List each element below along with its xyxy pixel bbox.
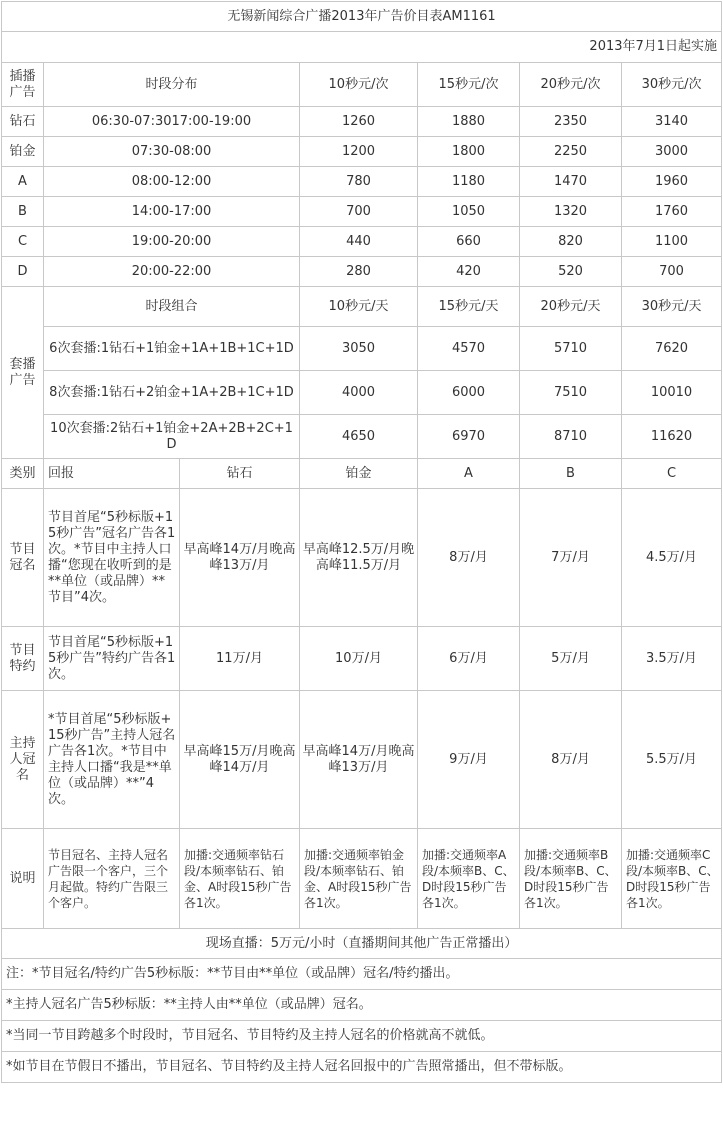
grade-label: B [2, 197, 44, 227]
diamond-price: 早高峰14万/月晚高峰13万/月 [180, 489, 300, 627]
c-header: C [622, 459, 722, 489]
time-slot: 07:30-08:00 [44, 137, 300, 167]
price-cell: 3050 [300, 327, 418, 371]
table-row [2, 489, 722, 627]
grade-label: 钻石 [2, 107, 44, 137]
note-line: *如节目在节假日不播出，节目冠名、节目特约及主持人冠名回报中的广告照常播出，但不带标版。 [2, 1052, 722, 1083]
table-row [2, 371, 722, 415]
price-cell: 660 [418, 227, 520, 257]
reward-text: 节目首尾“5秒标版+15秒广告”特约广告各1次。 [44, 627, 180, 691]
note-line: 注：*节目冠名/特约广告5秒标版：**节目由**单位（或品牌）冠名/特约播出。 [2, 959, 722, 990]
table-row [2, 167, 722, 197]
c-price: 5.5万/月 [622, 691, 722, 829]
table-row [2, 227, 722, 257]
package-combo: 10次套播:2钻石+1铂金+2A+2B+2C+1D [44, 415, 300, 459]
table-row [2, 691, 722, 829]
spot-type-header: 插播广告 [2, 63, 44, 107]
note-line: *当同一节目跨越多个时段时，节目冠名、节目特约及主持人冠名的价格就高不就低。 [2, 1021, 722, 1052]
price-header-10s: 10秒元/次 [300, 63, 418, 107]
reward-header: 回报 [44, 459, 180, 489]
a-header: A [418, 459, 520, 489]
effective-date: 2013年7月1日起实施 [2, 32, 722, 63]
price-cell: 700 [622, 257, 722, 287]
a-price: 9万/月 [418, 691, 520, 829]
c-price: 3.5万/月 [622, 627, 722, 691]
table-row [2, 107, 722, 137]
platinum-note: 加播:交通频率铂金段/本频率钻石、铂金、A时段15秒广告各1次。 [300, 829, 418, 929]
grade-label: A [2, 167, 44, 197]
price-cell: 1800 [418, 137, 520, 167]
price-cell: 7510 [520, 371, 622, 415]
b-price: 5万/月 [520, 627, 622, 691]
price-cell: 4570 [418, 327, 520, 371]
price-cell: 11620 [622, 415, 722, 459]
b-header: B [520, 459, 622, 489]
b-note: 加播:交通频率B段/本频率B、C、D时段15秒广告各1次。 [520, 829, 622, 929]
price-table [1, 1, 722, 1083]
price-cell: 2350 [520, 107, 622, 137]
grade-label: D [2, 257, 44, 287]
time-slot: 14:00-17:00 [44, 197, 300, 227]
time-slot: 19:00-20:00 [44, 227, 300, 257]
price-cell: 440 [300, 227, 418, 257]
b-price: 8万/月 [520, 691, 622, 829]
platinum-price: 早高峰12.5万/月晚高峰11.5万/月 [300, 489, 418, 627]
price-cell: 8710 [520, 415, 622, 459]
price-cell: 520 [520, 257, 622, 287]
price-cell: 780 [300, 167, 418, 197]
category-label: 主持人冠名 [2, 691, 44, 829]
price-header-15s: 15秒元/次 [418, 63, 520, 107]
table-row [2, 257, 722, 287]
price-cell: 1180 [418, 167, 520, 197]
price-cell: 2250 [520, 137, 622, 167]
price-cell: 4000 [300, 371, 418, 415]
grade-label: 铂金 [2, 137, 44, 167]
package-price-header-30s: 30秒元/天 [622, 287, 722, 327]
price-cell: 1960 [622, 167, 722, 197]
table-row [2, 415, 722, 459]
diamond-price: 11万/月 [180, 627, 300, 691]
table-row [2, 627, 722, 691]
price-cell: 280 [300, 257, 418, 287]
a-note: 加播:交通频率A段/本频率B、C、D时段15秒广告各1次。 [418, 829, 520, 929]
time-slot: 06:30-07:3017:00-19:00 [44, 107, 300, 137]
package-combo: 6次套播:1钻石+1铂金+1A+1B+1C+1D [44, 327, 300, 371]
c-price: 4.5万/月 [622, 489, 722, 627]
package-price-header-20s: 20秒元/天 [520, 287, 622, 327]
reward-text: 节目首尾“5秒标版+15秒广告”冠名广告各1次。*节目中主持人口播“您现在收听到的是**单位（或品牌）**节目”4次。 [44, 489, 180, 627]
package-price-header-15s: 15秒元/天 [418, 287, 520, 327]
a-price: 6万/月 [418, 627, 520, 691]
time-distribution-header: 时段分布 [44, 63, 300, 107]
price-cell: 1050 [418, 197, 520, 227]
price-cell: 420 [418, 257, 520, 287]
price-cell: 820 [520, 227, 622, 257]
time-slot: 20:00-22:00 [44, 257, 300, 287]
price-cell: 1320 [520, 197, 622, 227]
price-cell: 5710 [520, 327, 622, 371]
price-cell: 1200 [300, 137, 418, 167]
table-row [2, 137, 722, 167]
platinum-price: 10万/月 [300, 627, 418, 691]
note-line: *主持人冠名广告5秒标版：**主持人由**单位（或品牌）冠名。 [2, 990, 722, 1021]
price-header-20s: 20秒元/次 [520, 63, 622, 107]
c-note: 加播:交通频率C段/本频率B、C、D时段15秒广告各1次。 [622, 829, 722, 929]
category-label: 节目冠名 [2, 489, 44, 627]
price-cell: 1880 [418, 107, 520, 137]
price-cell: 4650 [300, 415, 418, 459]
platinum-price: 早高峰14万/月晚高峰13万/月 [300, 691, 418, 829]
price-cell: 6000 [418, 371, 520, 415]
diamond-header: 钻石 [180, 459, 300, 489]
time-slot: 08:00-12:00 [44, 167, 300, 197]
table-row [2, 327, 722, 371]
package-price-header-10s: 10秒元/天 [300, 287, 418, 327]
category-label: 说明 [2, 829, 44, 929]
price-cell: 1260 [300, 107, 418, 137]
price-cell: 6970 [418, 415, 520, 459]
live-broadcast: 现场直播：5万元/小时（直播期间其他广告正常播出） [2, 929, 722, 959]
category-label: 节目特约 [2, 627, 44, 691]
price-cell: 10010 [622, 371, 722, 415]
price-cell: 7620 [622, 327, 722, 371]
package-label: 套播广告 [2, 287, 44, 459]
price-cell: 1760 [622, 197, 722, 227]
price-cell: 3000 [622, 137, 722, 167]
table-title: 无锡新闻综合广播2013年广告价目表AM1161 [2, 2, 722, 32]
reward-text: *节目首尾“5秒标版+15秒广告”主持人冠名广告各1次。*节目中主持人口播“我是**单位（或品牌）**”4次。 [44, 691, 180, 829]
price-cell: 1470 [520, 167, 622, 197]
diamond-note: 加播:交通频率钻石段/本频率钻石、铂金、A时段15秒广告各1次。 [180, 829, 300, 929]
diamond-price: 早高峰15万/月晚高峰14万/月 [180, 691, 300, 829]
platinum-header: 铂金 [300, 459, 418, 489]
price-cell: 1100 [622, 227, 722, 257]
category-header: 类别 [2, 459, 44, 489]
package-combo: 8次套播:1钻石+2铂金+1A+2B+1C+1D [44, 371, 300, 415]
price-header-30s: 30秒元/次 [622, 63, 722, 107]
table-row [2, 829, 722, 929]
combo-header: 时段组合 [44, 287, 300, 327]
price-cell: 3140 [622, 107, 722, 137]
a-price: 8万/月 [418, 489, 520, 627]
price-cell: 700 [300, 197, 418, 227]
grade-label: C [2, 227, 44, 257]
b-price: 7万/月 [520, 489, 622, 627]
table-row [2, 197, 722, 227]
reward-text: 节目冠名、主持人冠名广告限一个客户，三个月起做。特约广告限三个客户。 [44, 829, 180, 929]
